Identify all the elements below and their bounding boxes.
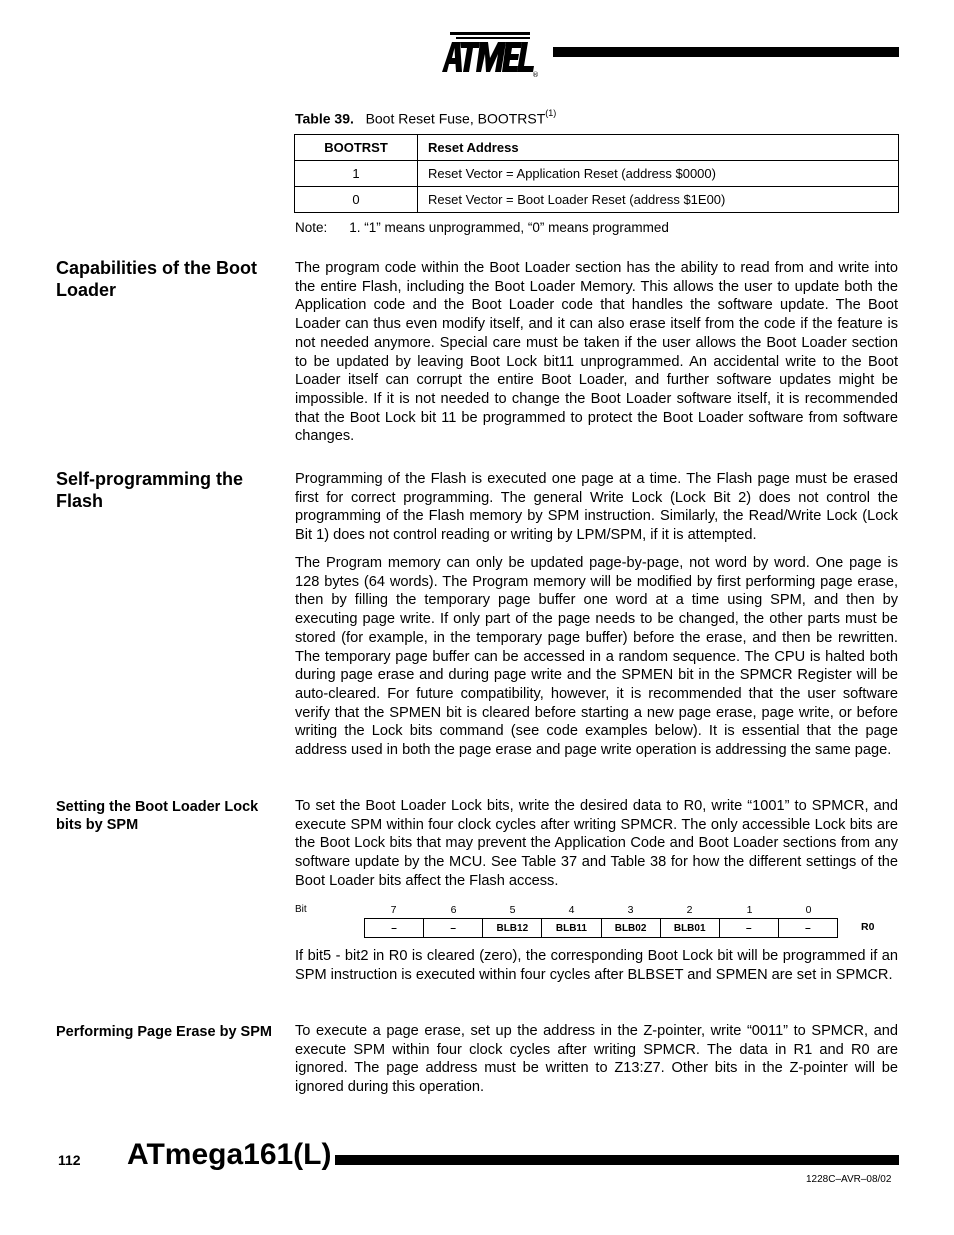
heading-self-programming: Self-programming the Flash	[56, 469, 244, 511]
note-text: 1. “1” means unprogrammed, “0” means programmed	[349, 220, 669, 235]
paragraph-lock-bits-1: To set the Boot Loader Lock bits, write the desired data to R0, write “1001” to SPMCR, and execute SPM within four clock cycles after writing SPMCR. The only accessible Lock bits are the Boot Lock bits that may prevent the Application Code and Boot Loader sections from any software update by the MCU. See Table 37 and Table 38 for how the different settings of the Boot Loader bits affect the Flash access.	[295, 798, 898, 889]
heading-page-erase: Performing Page Erase by SPM	[56, 1024, 272, 1040]
table-cell: Reset Vector = Application Reset (address $0000)	[418, 161, 899, 187]
bootrst-table	[294, 134, 899, 213]
table-caption-text: Boot Reset Fuse, BOOTRST	[365, 110, 546, 127]
paragraph-page-erase: To execute a page erase, set up the address in the Z-pointer, write “0011” to SPMCR, and execute SPM within four clock cycles after writing SPMCR. The data in R1 and R0 are ignored. The page address must be written to Z13:Z7. Other bits in the Z-pointer will be ignored during this operation.	[295, 1023, 898, 1096]
table-caption-footnote: (1)	[545, 108, 557, 118]
register-bit-number: 5	[509, 904, 516, 916]
table-row	[295, 161, 899, 187]
column-header-reset-address: Reset Address	[418, 135, 899, 161]
register-bit-number: 2	[686, 904, 693, 916]
register-bit-number: 3	[627, 904, 634, 916]
table-cell: 0	[295, 187, 418, 213]
register-cell: BLB12	[483, 919, 542, 937]
register-cell: –	[720, 919, 779, 937]
paragraph-self-programming-2: The Program memory can only be updated page-by-page, not word by word. One page is 128 bytes (64 words). The Program memory will be modified by first performing page erase, then by filling the temporary page buffer one word at a time using SPM, and then by executing page write. If only part of the page needs to be changed, the other parts must be stored (for example, in the temporary page buffer) before the erase, and then be rewritten. The temporary page buffer can be accessed in a random sequence. The CPU is halted both during page erase and during page write and the SPMEN bit in the SPMCR Register will be auto-cleared. For future compatibility, however, it is recommended that the user software verify that the SPMEN bit is cleared before starting a new page erase, page write, or before writing the Lock bits command (see code examples below). It is essential that the page address used in both the page erase and page write operation is addressing the same page.	[295, 555, 898, 759]
register-r0-diagram	[364, 918, 838, 938]
register-cell: BLB11	[542, 919, 601, 937]
note-label: Note:	[295, 220, 328, 235]
table-caption-label: Table 39.	[295, 110, 354, 127]
table-header-row	[295, 135, 899, 161]
register-cell: –	[805, 922, 811, 934]
column-header-bootrst: BOOTRST	[295, 135, 418, 161]
footer-rule	[335, 1155, 899, 1165]
register-bit-number: 4	[568, 904, 575, 916]
register-cell: –	[365, 919, 424, 937]
register-cell: –	[424, 919, 483, 937]
table-note	[295, 220, 669, 235]
document-code: 1228C–AVR–08/02	[806, 1174, 892, 1185]
page-number: 112	[58, 1152, 81, 1168]
table-cell: 1	[295, 161, 418, 187]
register-name: R0	[861, 921, 875, 933]
header-rule	[553, 47, 899, 57]
register-cell: BLB01	[661, 919, 720, 937]
register-bit-number: 1	[746, 904, 753, 916]
table-caption	[295, 110, 556, 127]
heading-capabilities: Capabilities of the Boot Loader	[56, 258, 258, 300]
atmel-logo-mark	[440, 30, 540, 78]
atmel-logo	[440, 30, 540, 78]
svg-text:®: ®	[532, 71, 539, 78]
register-bit-label: Bit	[295, 904, 307, 915]
register-bit-number: 6	[450, 904, 457, 916]
table-cell: Reset Vector = Boot Loader Reset (address $1E00)	[418, 187, 899, 213]
document-title: ATmega161(L)	[127, 1138, 332, 1171]
paragraph-lock-bits-2: If bit5 - bit2 in R0 is cleared (zero), the corresponding Boot Lock bit will be programmed if an SPM instruction is executed within four cycles after BLBSET and SPMEN are set in SPMCR.	[295, 948, 898, 983]
paragraph-capabilities: The program code within the Boot Loader section has the ability to read from and write into the entire Flash, including the Boot Loader Memory. This allows the user to update both the Application code and the Boot Loader code that handles the software update. The Boot Loader can thus even modify itself, and it can also erase itself from the code if the feature is not needed anymore. Special care must be taken if the user allows the Boot Loader section to be updated by leaving Boot Lock bit11 unprogrammed. An accidental write to the Boot Loader itself can corrupt the entire Boot Loader, and further software updates might be impossible. If it is not needed to change the Boot Loader software itself, it is recommended that the Boot Lock bit 11 be programmed to protect the Boot Loader software from software changes.	[295, 260, 898, 445]
register-bit-number: 0	[805, 904, 812, 916]
paragraph-self-programming-1: Programming of the Flash is executed one page at a time. The Flash page must be erased first for correct programming. The general Write Lock (Lock Bit 2) does not control the programming of the Flash memory by SPM instruction. Similarly, the Read/Write Lock (Lock Bit 1) does not control reading or writing by LPM/SPM, if it is attempted.	[295, 471, 898, 544]
register-cell: BLB02	[602, 919, 661, 937]
register-bit-number: 7	[390, 904, 397, 916]
heading-lock-bits: Setting the Boot Loader Lock bits by SPM	[56, 799, 259, 833]
table-row	[295, 187, 899, 213]
